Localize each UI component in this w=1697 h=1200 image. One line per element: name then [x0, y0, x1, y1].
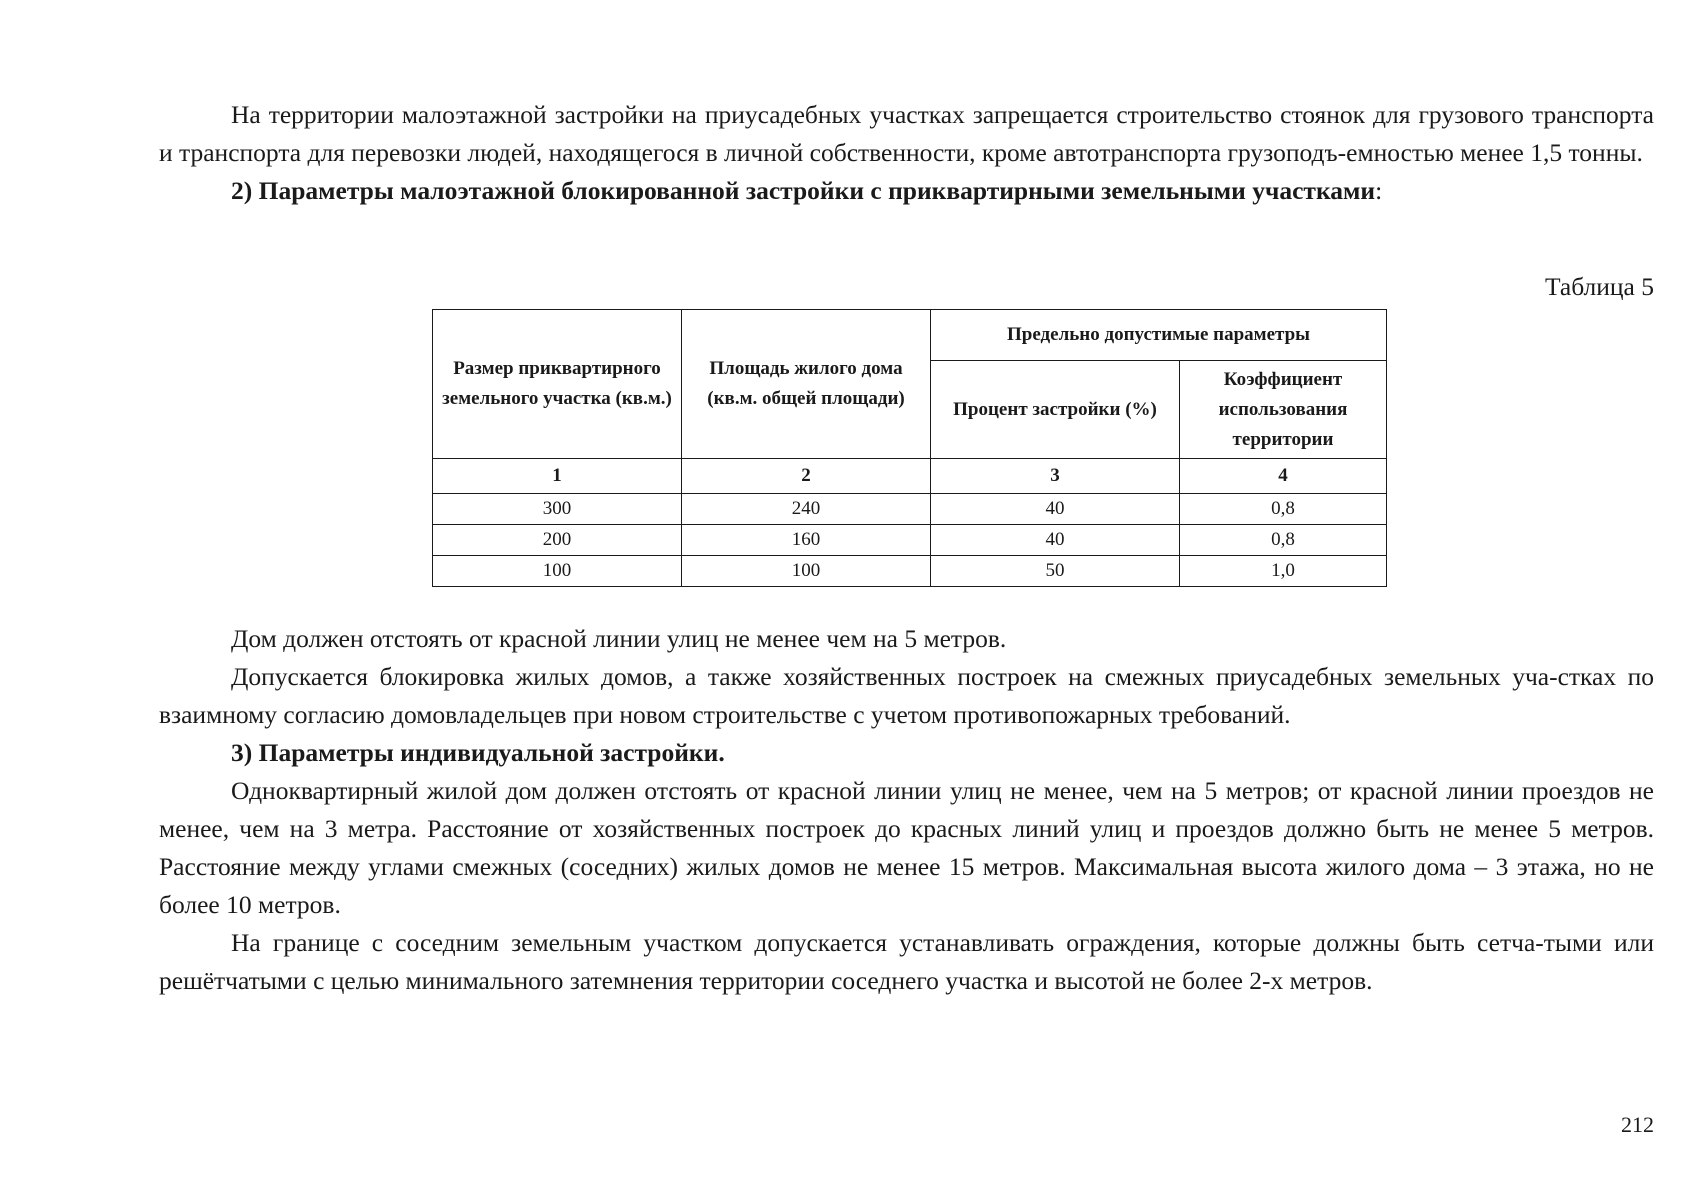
table-cell: 40	[931, 525, 1180, 556]
table-header-row	[433, 310, 1387, 361]
table-row	[433, 556, 1387, 587]
table-cell: 50	[931, 556, 1180, 587]
header-limit-parameters: Предельно допустимые параметры	[931, 310, 1387, 361]
table-cell: 0,8	[1180, 525, 1387, 556]
heading-colon: :	[1375, 176, 1383, 205]
section-heading-individual-development: 3) Параметры индивидуальной застройки.	[231, 738, 725, 767]
table-cell: 40	[931, 494, 1180, 525]
header-land-use-coefficient: Коэффициент использования территории	[1180, 361, 1387, 459]
paragraph-fencing: На границе с соседним земельным участком допускается устанавливать ограждения, которые должны быть сетча-тыми или решётчатыми с целью минимального затемнения территории соседнего участка и высотой не более 2-х метров.	[159, 928, 1654, 995]
paragraph-single-family-house: Одноквартирный жилой дом должен отстоять от красной линии улиц не менее, чем на 5 метров; от красной линии проездов не менее, чем на 3 метра. Расстояние от хозяйственных построек до красных линий улиц и проездов должно быть не менее 5 метров. Расстояние между углами смежных (соседних) жилых домов не менее 15 метров. Максимальная высота жилого дома – 3 этажа, но не более 10 метров.	[159, 776, 1654, 919]
header-build-percent: Процент застройки (%)	[931, 361, 1180, 459]
top-text	[159, 96, 1654, 210]
bottom-text	[159, 620, 1654, 1000]
section-heading-text: 2) Параметры малоэтажной блокированной застройки с приквартирными земельными участками	[231, 176, 1376, 205]
table-cell: 240	[682, 494, 931, 525]
table-row	[433, 525, 1387, 556]
table-row	[433, 494, 1387, 525]
column-number: 2	[682, 459, 931, 494]
table-cell: 160	[682, 525, 931, 556]
header-house-area: Площадь жилого дома (кв.м. общей площади)	[682, 310, 931, 459]
table-cell: 200	[433, 525, 682, 556]
table-cell: 300	[433, 494, 682, 525]
table-cell: 100	[682, 556, 931, 587]
parameters-table	[432, 309, 1387, 587]
header-plot-size: Размер приквартирного земельного участка (кв.м.)	[433, 310, 682, 459]
table-cell: 0,8	[1180, 494, 1387, 525]
table-caption: Таблица 5	[1544, 272, 1654, 301]
section-heading-blocked-development	[159, 172, 1654, 210]
table-cell: 100	[433, 556, 682, 587]
paragraph-blocking-allowed: Допускается блокировка жилых домов, а также хозяйственных построек на смежных приусадебных земельных уча-стках по взаимному согласию домовладельцев при новом строительстве с учетом противопожарных требований.	[159, 662, 1654, 729]
column-number-row	[433, 459, 1387, 494]
column-number: 4	[1180, 459, 1387, 494]
table-cell: 1,0	[1180, 556, 1387, 587]
column-number: 1	[433, 459, 682, 494]
paragraph-truck-parking: На территории малоэтажной застройки на приусадебных участках запрещается строительство стоянок для грузового транспорта и транспорта для перевозки людей, находящегося в личной собственности, кроме автотранспорта грузоподъ-емностью менее 1,5 тонны.	[159, 100, 1654, 167]
page-number: 212	[1621, 1112, 1654, 1137]
paragraph-red-line-distance: Дом должен отстоять от красной линии улиц не менее чем на 5 метров.	[231, 624, 1007, 653]
column-number: 3	[931, 459, 1180, 494]
